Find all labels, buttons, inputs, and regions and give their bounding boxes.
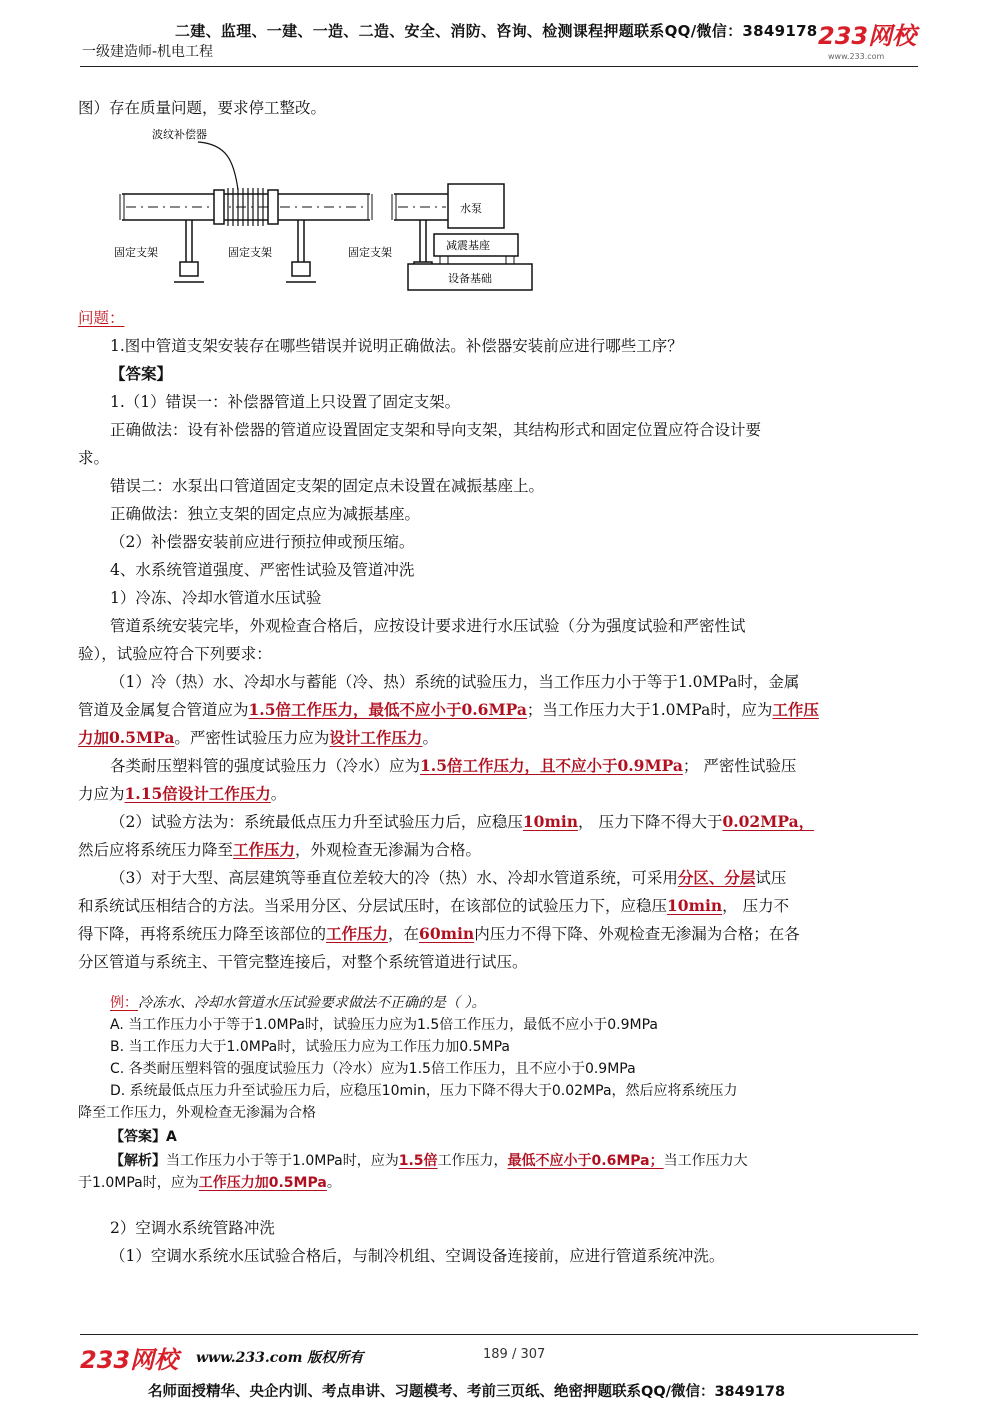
label-support-3: 固定支架 xyxy=(348,246,392,259)
answer-line: 求。 xyxy=(78,449,110,467)
key-point: 1.5倍工作压力，最低不应小于0.6MPa xyxy=(248,700,527,719)
header-logo-url: www.233.com xyxy=(828,52,885,61)
paragraph-line: （2）试验方法为：系统最低点压力升至试验压力后，应稳压10min， 压力下降不得大于0.02MPa， xyxy=(110,812,815,831)
answer-line: （2）补偿器安装前应进行预拉伸或预压缩。 xyxy=(110,533,415,551)
label-foundation: 设备基础 xyxy=(448,272,492,285)
subsection-heading: 2）空调水系统管路冲洗 xyxy=(110,1219,275,1237)
paragraph-line: （3）对于大型、高层建筑等垂直位差较大的冷（热）水、冷却水管道系统，可采用分区、分层试压 xyxy=(110,868,787,887)
footer-rule xyxy=(80,1334,918,1335)
answer-line: 错误二：水泵出口管道固定支架的固定点未设置在减振基座上。 xyxy=(110,477,545,495)
paragraph-line: 分区管道与系统主、干管完整连接后，对整个系统管道进行试压。 xyxy=(78,953,528,971)
key-point: 最低不应小于0.6MPa； xyxy=(507,1153,664,1169)
header-promo: 二建、监理、一建、一造、二造、安全、消防、咨询、检测课程押题联系QQ/微信：3849178 xyxy=(175,22,818,40)
paragraph-line: 力应为1.15倍设计工作压力。 xyxy=(78,784,287,803)
paragraph-line: 得下降，再将系统压力降至该部位的工作压力，在60min内压力不得下降、外观检查无渗漏为合格；在各 xyxy=(78,924,800,943)
answer-line: 正确做法：独立支架的固定点应为减振基座。 xyxy=(110,505,421,523)
footer-logo[interactable]: 233网校 xyxy=(80,1346,179,1374)
example-answer: 【答案】A xyxy=(110,1129,177,1145)
footer-copyright: www.233.com 版权所有 xyxy=(196,1350,364,1366)
header-logo[interactable]: 233网校 xyxy=(818,22,917,50)
subsection-heading: 1）冷冻、冷却水管道水压试验 xyxy=(110,589,322,607)
label-support-1: 固定支架 xyxy=(114,246,158,259)
example-label: 例： xyxy=(110,995,138,1011)
page-number: 189 / 307 xyxy=(483,1347,546,1362)
header-rule xyxy=(80,66,918,67)
footer-promo: 名师面授精华、央企内训、考点串讲、习题模考、考前三页纸、绝密押题联系QQ/微信：3849178 xyxy=(148,1384,786,1400)
key-point: 10min xyxy=(522,812,579,831)
answer-line: 1.（1）错误一：补偿器管道上只设置了固定支架。 xyxy=(110,393,461,411)
label-pump: 水泵 xyxy=(460,202,482,215)
section-heading: 4、水系统管道强度、严密性试验及管道冲洗 xyxy=(110,561,415,579)
key-point: 10min xyxy=(667,896,723,915)
key-point: 1.5倍工作压力，且不应小于0.9MPa xyxy=(420,756,683,775)
example-option-b: B. 当工作压力大于1.0MPa时，试验压力应为工作压力加0.5MPa xyxy=(110,1039,510,1055)
key-point: 工作压力 xyxy=(326,924,389,943)
example-option-d-cont: 降至工作压力，外观检查无渗漏为合格 xyxy=(78,1105,316,1121)
key-point: 0.02MPa， xyxy=(722,812,815,831)
key-point: 1.15倍设计工作压力 xyxy=(124,784,271,803)
paragraph-line: （1）冷（热）水、冷却水与蓄能（冷、热）系统的试验压力，当工作压力小于等于1.0MPa时，金属 xyxy=(110,673,800,691)
paragraph-line: 力加0.5MPa。严密性试验压力应为设计工作压力。 xyxy=(78,728,438,747)
question-label: 问题： xyxy=(78,309,125,327)
key-point: 分区、分层 xyxy=(677,868,756,887)
example-analysis: 【解析】当工作压力小于等于1.0MPa时，应为1.5倍工作压力，最低不应小于0.6MPa；当工作压力大 xyxy=(110,1153,748,1169)
key-point: 设计工作压力 xyxy=(329,728,423,747)
answer-line: 正确做法：设有补偿器的管道应设置固定支架和导向支架，其结构形式和固定位置应符合设计要 xyxy=(110,421,762,439)
paragraph-line: 和系统试压相结合的方法。当采用分区、分层试压时，在该部位的试验压力下，应稳压10min， 压力不 xyxy=(78,896,790,915)
key-point: 60min xyxy=(419,924,475,943)
paragraph-line: 然后应将系统压力降至工作压力，外观检查无渗漏为合格。 xyxy=(78,840,482,859)
label-compensator: 波纹补偿器 xyxy=(152,128,207,141)
key-point: 工作压 xyxy=(772,700,819,719)
key-point: 1.5倍 xyxy=(398,1153,438,1169)
key-point: 力加0.5MPa xyxy=(78,728,175,747)
example-analysis-cont: 于1.0MPa时，应为工作压力加0.5MPa。 xyxy=(78,1175,341,1191)
paragraph-line: 管道系统安装完毕，外观检查合格后，应按设计要求进行水压试验（分为强度试验和严密性试 xyxy=(110,617,746,635)
answer-label: 【答案】 xyxy=(110,364,173,383)
question-1: 1.图中管道支架安装存在哪些错误并说明正确做法。补偿器安装前应进行哪些工序？ xyxy=(110,337,683,355)
intro-text: 图）存在质量问题，要求停工整改。 xyxy=(78,99,327,117)
example-option-a: A. 当工作压力小于等于1.0MPa时，试验压力应为1.5倍工作压力，最低不应小于0.9MPa xyxy=(110,1017,658,1033)
paragraph-line: 验），试验应符合下列要求： xyxy=(78,645,272,663)
header-subtitle: 一级建造师-机电工程 xyxy=(82,44,214,60)
key-point: 工作压力 xyxy=(233,840,296,859)
key-point: 工作压力加0.5MPa xyxy=(198,1175,327,1191)
paragraph-line: 各类耐压塑料管的强度试验压力（冷水）应为1.5倍工作压力，且不应小于0.9MPa； 严密性试验压 xyxy=(110,756,797,775)
pipe-support-diagram xyxy=(108,122,548,302)
example-option-d: D. 系统最低点压力升至试验压力后，应稳压10min，压力下降不得大于0.02MPa，然后应将系统压力 xyxy=(110,1083,738,1099)
label-damping-base: 减震基座 xyxy=(446,239,490,252)
example-option-c: C. 各类耐压塑料管的强度试验压力（冷水）应为1.5倍工作压力，且不应小于0.9MPa xyxy=(110,1061,636,1077)
paragraph-line: 管道及金属复合管道应为1.5倍工作压力，最低不应小于0.6MPa；当工作压力大于1.0MPa时，应为工作压 xyxy=(78,700,819,719)
compensator-leader xyxy=(198,142,238,190)
paragraph-line: （1）空调水系统水压试验合格后，与制冷机组、空调设备连接前，应进行管道系统冲洗。 xyxy=(110,1247,725,1265)
example-stem: 例：冷冻水、冷却水管道水压试验要求做法不正确的是（ ）。 xyxy=(110,995,486,1011)
label-support-2: 固定支架 xyxy=(228,246,272,259)
